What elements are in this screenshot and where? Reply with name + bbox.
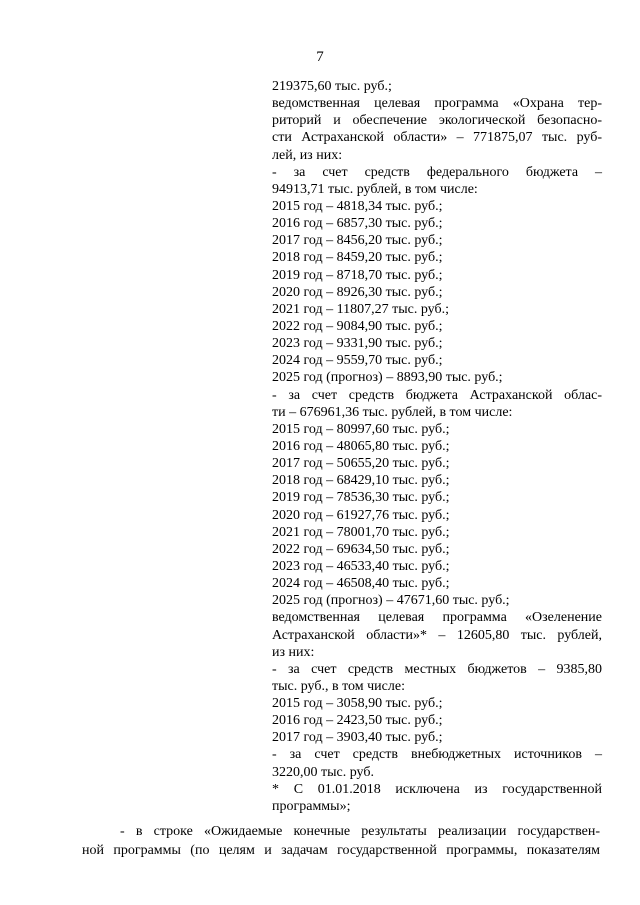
text-line: 2022 год – 69634,50 тыс. руб.; — [272, 541, 450, 557]
text-line: 2015 год – 80997,60 тыс. руб.; — [272, 421, 450, 437]
text-line: 2025 год (прогноз) – 47671,60 тыс. руб.; — [272, 593, 510, 609]
text-line: 2018 год – 68429,10 тыс. руб.; — [272, 473, 450, 489]
text-line: 2024 год – 46508,40 тыс. руб.; — [272, 576, 450, 592]
text-line: ти – 676961,36 тыс. рублей, в том числе: — [272, 404, 513, 420]
text-line: 2016 год – 48065,80 тыс. руб.; — [272, 438, 450, 454]
text-line: 2017 год – 8456,20 тыс. руб.; — [272, 233, 443, 249]
text-line: риторий и обеспечение экологической безопасно- — [272, 113, 602, 129]
text-line: - за счет средств федерального бюджета – — [272, 164, 602, 180]
text-line: из них: — [272, 644, 315, 660]
text-line: 2020 год – 8926,30 тыс. руб.; — [272, 284, 443, 300]
text-line: 2015 год – 4818,34 тыс. руб.; — [272, 198, 443, 214]
text-line: ной программы (по целям и задачам государственной программы, показателям — [82, 843, 600, 858]
text-line: 2025 год (прогноз) – 8893,90 тыс. руб.; — [272, 370, 503, 386]
text-line: - за счет средств бюджета Астраханской облас- — [272, 387, 602, 403]
text-line: 2022 год – 9084,90 тыс. руб.; — [272, 318, 443, 334]
text-line: 2017 год – 3903,40 тыс. руб.; — [272, 730, 443, 746]
text-line: 2019 год – 8718,70 тыс. руб.; — [272, 267, 443, 283]
page-number: 7 — [316, 49, 324, 65]
text-line: 2018 год – 8459,20 тыс. руб.; — [272, 250, 443, 266]
text-line: Астраханской области»* – 12605,80 тыс. рублей, — [272, 627, 602, 643]
text-line: ведомственная целевая программа «Охрана тер- — [272, 96, 602, 112]
text-line: программы»; — [272, 798, 351, 814]
text-line: 2020 год – 61927,76 тыс. руб.; — [272, 507, 450, 523]
text-line: 2023 год – 46533,40 тыс. руб.; — [272, 558, 450, 574]
text-line: - за счет средств местных бюджетов – 9385,80 — [272, 661, 602, 677]
text-line: 2016 год – 6857,30 тыс. руб.; — [272, 216, 443, 232]
text-line: - в строке «Ожидаемые конечные результаты реализации государствен- — [120, 824, 600, 839]
text-line: 2019 год – 78536,30 тыс. руб.; — [272, 490, 450, 506]
text-line: 94913,71 тыс. рублей, в том числе: — [272, 181, 478, 197]
amendment-paragraph — [0, 822, 640, 860]
text-line: 2023 год – 9331,90 тыс. руб.; — [272, 336, 443, 352]
text-line: 2021 год – 11807,27 тыс. руб.; — [272, 301, 449, 317]
text-line: * С 01.01.2018 исключена из государственной — [272, 781, 602, 797]
text-line: - за счет средств внебюджетных источников – — [272, 747, 602, 763]
funding-details-column — [272, 78, 602, 815]
text-line: 2021 год – 78001,70 тыс. руб.; — [272, 524, 450, 540]
text-line: тыс. руб., в том числе: — [272, 678, 405, 694]
text-line: лей, из них: — [272, 147, 343, 163]
text-line: 219375,60 тыс. руб.; — [272, 79, 392, 94]
text-line: ведомственная целевая программа «Озеленение — [272, 610, 602, 626]
text-line: 2015 год – 3058,90 тыс. руб.; — [272, 696, 443, 712]
text-line: 2024 год – 9559,70 тыс. руб.; — [272, 353, 443, 369]
text-line: 2017 год – 50655,20 тыс. руб.; — [272, 456, 450, 472]
text-line: 3220,00 тыс. руб. — [272, 764, 374, 780]
text-line: сти Астраханской области» – 771875,07 тыс. руб- — [272, 130, 602, 146]
text-line: 2016 год – 2423,50 тыс. руб.; — [272, 713, 443, 729]
